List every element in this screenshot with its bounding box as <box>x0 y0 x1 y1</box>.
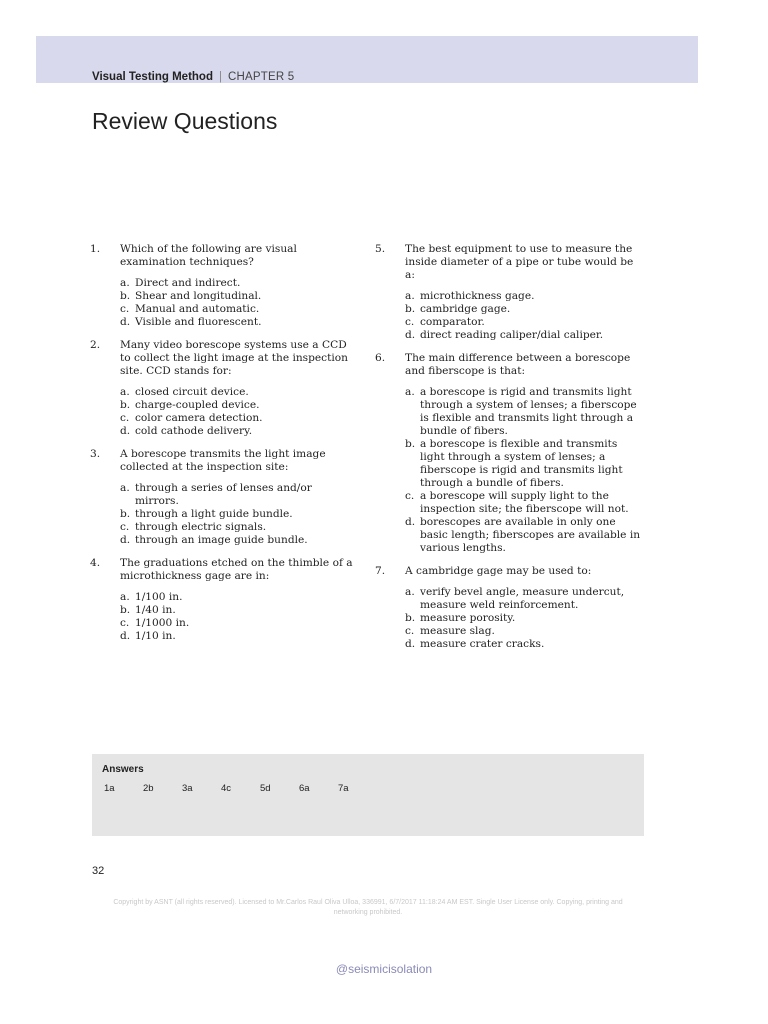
copyright-notice: Copyright by ASNT (all rights reserved). Licensed to Mr.Carlos Raul Oliva Ulloa, 336991, 6/7/2017 11:18:24 AM EST. Single User License only. Copying, printing and networking prohibited. <box>113 899 623 916</box>
answers-list <box>104 783 377 794</box>
option-text: through an image guide bundle. <box>135 534 308 546</box>
answers-title: Answers <box>102 764 144 775</box>
option-letter: b. <box>405 303 416 315</box>
watermark: @seismicisolation <box>335 962 433 976</box>
answer-key-item: 6a <box>299 783 310 794</box>
option-text: Manual and automatic. <box>135 303 260 315</box>
question-stem: The main difference between a borescope and fiberscope is that: <box>405 352 631 377</box>
option-letter: c. <box>120 303 130 315</box>
answer-option <box>120 290 358 303</box>
question-4 <box>90 557 358 643</box>
answer-option <box>405 612 643 625</box>
option-text: through a series of lenses and/or mirrors. <box>135 482 312 507</box>
option-text: through electric signals. <box>135 521 267 533</box>
option-letter: c. <box>120 412 130 424</box>
question-stem: The best equipment to use to measure the inside diameter of a pipe or tube would be a: <box>405 243 634 281</box>
header-separator: | <box>218 71 222 83</box>
questions-right-column <box>375 243 643 661</box>
question-number: 7. <box>375 565 386 577</box>
option-letter: b. <box>405 612 416 624</box>
answer-option <box>120 617 358 630</box>
answer-option <box>120 277 358 290</box>
option-letter: d. <box>120 316 131 328</box>
option-letter: a. <box>405 386 415 398</box>
question-stem: A borescope transmits the light image collected at the inspection site: <box>120 448 326 473</box>
option-letter: b. <box>120 290 131 302</box>
option-text: Visible and fluorescent. <box>135 316 262 328</box>
option-text: 1/10 in. <box>135 630 176 642</box>
questions-left-column <box>90 243 358 653</box>
question-stem: Many video borescope systems use a CCD to collect the light image at the inspection site. CCD stands for: <box>120 339 348 377</box>
answer-option <box>405 316 643 329</box>
option-text: borescopes are available in only one basic length; fiberscopes are available in various lengths. <box>420 516 641 554</box>
option-text: direct reading caliper/dial caliper. <box>420 329 604 341</box>
option-text: cambridge gage. <box>420 303 511 315</box>
option-letter: d. <box>405 638 416 650</box>
option-letter: d. <box>120 425 131 437</box>
question-1 <box>90 243 358 329</box>
option-text: through a light guide bundle. <box>135 508 293 520</box>
option-text: measure porosity. <box>420 612 516 624</box>
page-title: Review Questions <box>92 108 278 134</box>
option-letter: b. <box>120 508 131 520</box>
page-number: 32 <box>92 865 105 877</box>
answer-option <box>120 604 358 617</box>
question-number: 2. <box>90 339 101 351</box>
chapter-label: CHAPTER 5 <box>227 71 295 83</box>
answer-option <box>405 516 643 555</box>
answer-option <box>405 303 643 316</box>
option-text: measure slag. <box>420 625 495 637</box>
option-letter: d. <box>405 329 416 341</box>
option-text: a borescope will supply light to the inspection site; the fiberscope will not. <box>420 490 629 515</box>
question-number: 1. <box>90 243 101 255</box>
option-letter: a. <box>120 386 130 398</box>
answer-option <box>120 425 358 438</box>
answer-option <box>405 386 643 438</box>
answer-key-item: 3a <box>182 783 193 794</box>
question-3 <box>90 448 358 547</box>
question-2 <box>90 339 358 438</box>
answer-option <box>120 521 358 534</box>
option-letter: a. <box>120 482 130 494</box>
option-letter: a. <box>405 586 415 598</box>
option-text: closed circuit device. <box>135 386 249 398</box>
option-letter: c. <box>405 625 415 637</box>
question-stem: The graduations etched on the thimble of a microthickness gage are in: <box>120 557 353 582</box>
question-number: 5. <box>375 243 386 255</box>
answer-option <box>120 534 358 547</box>
answer-option <box>405 290 643 303</box>
answer-option <box>120 412 358 425</box>
option-text: 1/1000 in. <box>135 617 190 629</box>
answer-option <box>120 591 358 604</box>
question-7 <box>375 565 643 651</box>
option-text: color camera detection. <box>135 412 263 424</box>
option-text: cold cathode delivery. <box>135 425 253 437</box>
option-letter: c. <box>120 617 130 629</box>
answer-option <box>120 386 358 399</box>
option-letter: a. <box>120 591 130 603</box>
option-text: comparator. <box>420 316 485 328</box>
answer-key-item: 2b <box>143 783 154 794</box>
question-stem: A cambridge gage may be used to: <box>405 565 592 577</box>
question-5 <box>375 243 643 342</box>
option-text: charge-coupled device. <box>135 399 260 411</box>
answer-option <box>120 482 358 508</box>
option-letter: b. <box>405 438 416 450</box>
answer-option <box>405 638 643 651</box>
answer-option <box>120 303 358 316</box>
option-letter: d. <box>120 630 131 642</box>
running-head <box>92 71 294 83</box>
option-text: a borescope is flexible and transmits light through a system of lenses; a fiberscope is rigid and transmits light through a bundle of fibers. <box>420 438 623 489</box>
option-letter: c. <box>120 521 130 533</box>
answer-key-item: 7a <box>338 783 349 794</box>
question-number: 6. <box>375 352 386 364</box>
answer-option <box>120 316 358 329</box>
option-text: measure crater cracks. <box>420 638 545 650</box>
option-text: 1/100 in. <box>135 591 183 603</box>
answer-option <box>120 508 358 521</box>
question-6 <box>375 352 643 555</box>
answer-option <box>405 329 643 342</box>
option-text: Shear and longitudinal. <box>135 290 262 302</box>
option-text: microthickness gage. <box>420 290 535 302</box>
option-text: verify bevel angle, measure undercut, measure weld reinforcement. <box>420 586 625 611</box>
option-text: a borescope is rigid and transmits light through a system of lenses; a fiberscope is flexible and transmits light through a bundle of fibers. <box>420 386 637 437</box>
option-text: Direct and indirect. <box>135 277 241 289</box>
answer-key-item: 4c <box>221 783 232 794</box>
option-letter: b. <box>120 399 131 411</box>
option-letter: c. <box>405 316 415 328</box>
question-stem: Which of the following are visual examination techniques? <box>120 243 297 268</box>
answer-option <box>405 586 643 612</box>
answer-option <box>120 630 358 643</box>
answer-option <box>405 625 643 638</box>
answer-option <box>405 438 643 490</box>
option-letter: c. <box>405 490 415 502</box>
option-letter: a. <box>120 277 130 289</box>
book-title: Visual Testing Method <box>92 71 213 83</box>
option-text: 1/40 in. <box>135 604 176 616</box>
answer-key-item: 5d <box>260 783 271 794</box>
option-letter: d. <box>405 516 416 528</box>
question-number: 4. <box>90 557 101 569</box>
option-letter: b. <box>120 604 131 616</box>
question-number: 3. <box>90 448 101 460</box>
answer-key-item: 1a <box>104 783 115 794</box>
answer-option <box>405 490 643 516</box>
answers-box <box>92 754 644 836</box>
answer-option <box>120 399 358 412</box>
option-letter: d. <box>120 534 131 546</box>
option-letter: a. <box>405 290 415 302</box>
